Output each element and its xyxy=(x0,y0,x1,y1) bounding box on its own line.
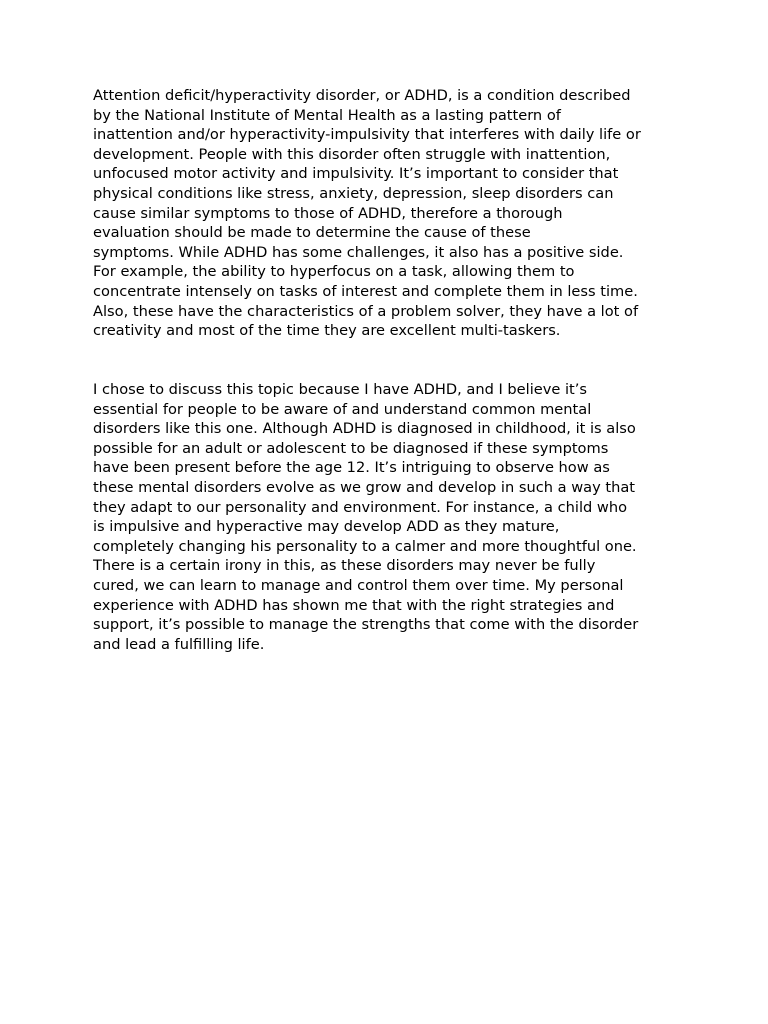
paragraph-line: Also, these have the characteristics of a problem solver, they have a lot of xyxy=(93,302,639,320)
paragraph-2 xyxy=(93,380,683,654)
paragraph-line: and lead a fulfilling life. xyxy=(93,635,265,653)
paragraph-line: creativity and most of the time they are excellent multi-taskers. xyxy=(93,322,561,340)
paragraph-line: experience with ADHD has shown me that with the right strategies and xyxy=(93,596,615,614)
paragraph-line: symptoms. While ADHD has some challenges, it also has a positive side. xyxy=(93,243,624,261)
paragraph-line: essential for people to be aware of and understand common mental xyxy=(93,400,592,418)
paragraph-line: these mental disorders evolve as we grow and develop in such a way that xyxy=(93,478,636,496)
paragraph-line: completely changing his personality to a calmer and more thoughtful one. xyxy=(93,537,637,555)
paragraph-line: unfocused motor activity and impulsivity. It’s important to consider that xyxy=(93,165,619,183)
paragraph-line: support, it’s possible to manage the strengths that come with the disorder xyxy=(93,616,639,634)
paragraph-line: cured, we can learn to manage and control them over time. My personal xyxy=(93,576,624,594)
paragraph-line: inattention and/or hyperactivity-impulsivity that interferes with daily life or xyxy=(93,126,641,144)
paragraph-1 xyxy=(93,86,683,341)
paragraph-line: possible for an adult or adolescent to be diagnosed if these symptoms xyxy=(93,439,609,457)
paragraph-line: they adapt to our personality and environment. For instance, a child who xyxy=(93,498,628,516)
paragraph-line: I chose to discuss this topic because I have ADHD, and I believe it’s xyxy=(93,381,588,398)
paragraph-line: For example, the ability to hyperfocus on a task, allowing them to xyxy=(93,263,575,281)
paragraph-line: evaluation should be made to determine the cause of these xyxy=(93,224,531,242)
paragraph-line: concentrate intensely on tasks of interest and complete them in less time. xyxy=(93,282,638,300)
paragraph-line: have been present before the age 12. It’s intriguing to observe how as xyxy=(93,459,610,477)
paragraph-line: is impulsive and hyperactive may develop ADD as they mature, xyxy=(93,518,560,536)
paragraph-line: Attention deficit/hyperactivity disorder, or ADHD, is a condition described xyxy=(93,87,631,104)
paragraph-line: cause similar symptoms to those of ADHD, therefore a thorough xyxy=(93,204,563,222)
paragraph-line: There is a certain irony in this, as these disorders may never be fully xyxy=(93,557,596,575)
paragraph-line: physical conditions like stress, anxiety, depression, sleep disorders can xyxy=(93,184,614,202)
paragraph-line: disorders like this one. Although ADHD is diagnosed in childhood, it is also xyxy=(93,420,636,438)
paragraph-line: by the National Institute of Mental Health as a lasting pattern of xyxy=(93,106,561,124)
paragraph-line: development. People with this disorder often struggle with inattention, xyxy=(93,145,611,163)
